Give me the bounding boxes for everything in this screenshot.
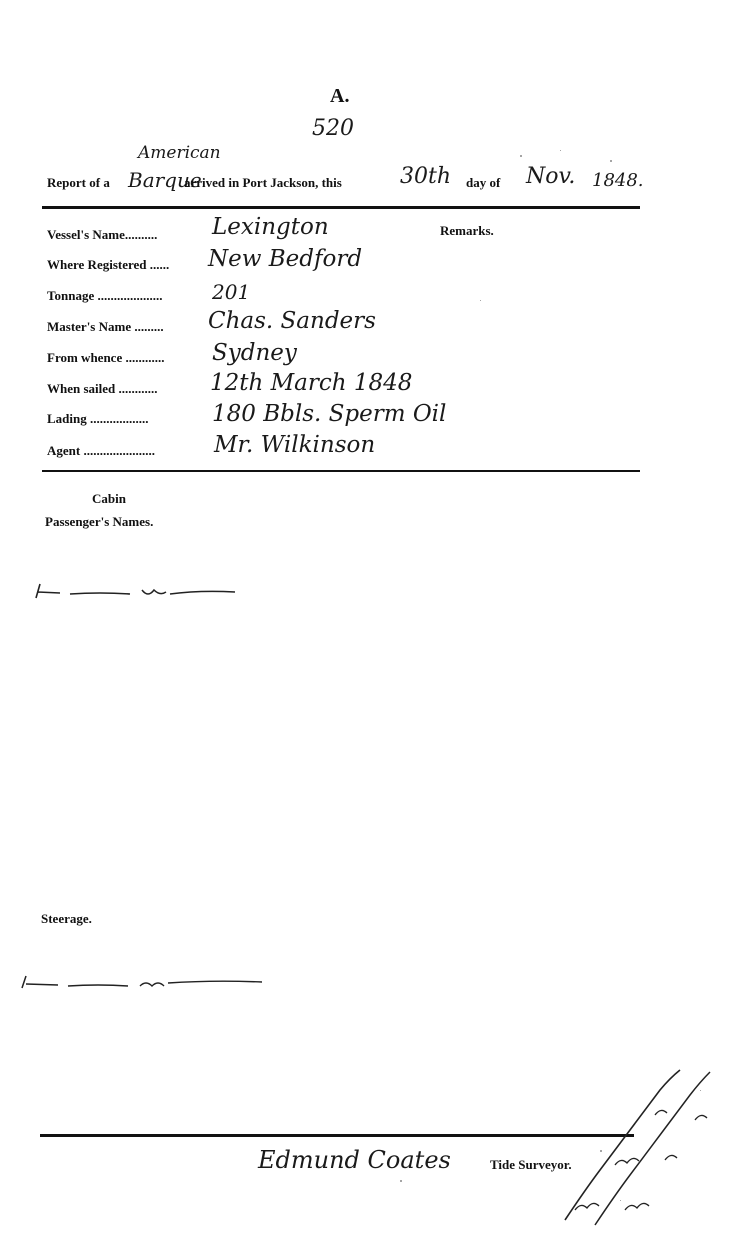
arrival-month-handwritten: Nov. — [526, 164, 576, 189]
margin-scribble — [545, 1060, 725, 1230]
cabin-label: Cabin — [92, 491, 126, 506]
field-label-from-whence: From whence ............ — [47, 350, 165, 365]
field-label-masters-name: Master's Name ......... — [47, 319, 164, 334]
field-label-when-sailed: When sailed ............ — [47, 381, 158, 396]
field-value-lading: 180 Bbls. Sperm Oil — [212, 401, 447, 427]
field-label-vessel-name: Vessel's Name.......... — [47, 227, 158, 242]
steerage-blank-strokes — [18, 968, 268, 998]
field-label-lading: Lading .................. — [47, 411, 149, 426]
form-letter: A. — [330, 85, 350, 107]
field-value-agent: Mr. Wilkinson — [214, 432, 376, 458]
arrival-year: 1848. — [592, 170, 644, 191]
tide-surveyor-label: Tide Surveyor. — [490, 1157, 572, 1172]
field-value-vessel-name: Lexington — [212, 214, 329, 240]
field-label-agent: Agent ...................... — [47, 443, 155, 458]
fields-rule — [42, 470, 640, 472]
steerage-label: Steerage. — [41, 911, 92, 926]
cabin-blank-strokes — [30, 578, 250, 608]
report-middle-text: arrived in Port Jackson, this — [184, 175, 342, 190]
field-value-where-registered: New Bedford — [208, 246, 363, 272]
field-label-tonnage: Tonnage .................... — [47, 288, 163, 303]
arrival-day-handwritten: 30th — [400, 164, 452, 189]
day-label: day of — [466, 175, 501, 190]
passenger-names-label: Passenger's Names. — [45, 514, 154, 529]
form-number: 520 — [312, 116, 354, 141]
report-prefix: Report of a — [47, 175, 110, 190]
field-value-tonnage: 201 — [212, 280, 251, 304]
field-value-when-sailed: 12th March 1848 — [210, 370, 413, 396]
vessel-type-handwritten: Barque — [128, 168, 202, 192]
remarks-label: Remarks. — [440, 223, 494, 238]
header-rule — [42, 206, 640, 209]
surveyor-signature: Edmund Coates — [258, 1146, 451, 1174]
nationality-handwritten: American — [138, 143, 221, 163]
field-value-masters-name: Chas. Sanders — [208, 308, 376, 334]
field-value-from-whence: Sydney — [212, 340, 297, 366]
field-label-where-registered: Where Registered ...... — [47, 257, 170, 272]
